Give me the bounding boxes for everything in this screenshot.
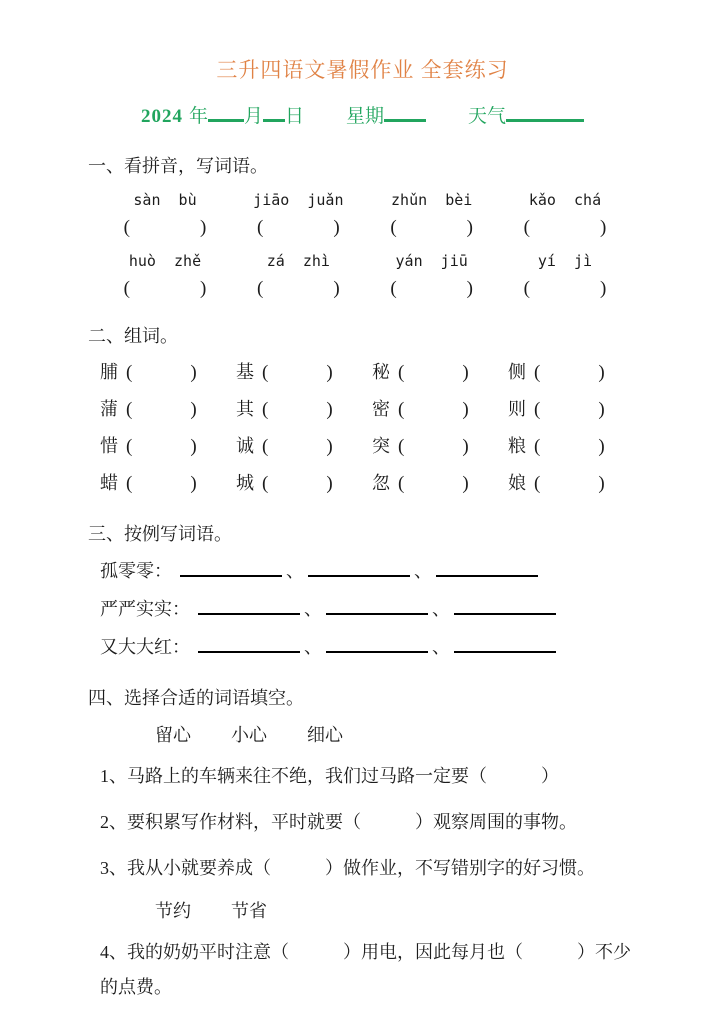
paren-open: ( xyxy=(398,473,405,494)
example-word-row xyxy=(100,596,725,622)
zuci-character: 诚 xyxy=(236,436,254,456)
paren-close: ) xyxy=(326,362,333,383)
paren-close: ) xyxy=(466,217,473,238)
zuci-cell xyxy=(372,397,484,422)
zuci-cell xyxy=(236,360,348,385)
paren-open: ( xyxy=(398,399,405,420)
paren-open: ( xyxy=(534,473,541,494)
paren-open: ( xyxy=(534,362,541,383)
pinyin-label: yán jiū xyxy=(395,252,468,270)
answer-paren-blank[interactable] xyxy=(262,435,333,459)
section-3-heading: 三、按例写词语。 xyxy=(88,524,232,544)
answer-paren-blank[interactable] xyxy=(100,278,230,300)
paren-open: ( xyxy=(390,217,397,238)
answer-paren-blank[interactable] xyxy=(500,278,630,300)
zuci-character: 基 xyxy=(236,362,254,382)
zuci-character: 侧 xyxy=(508,362,526,382)
paren-close: ) xyxy=(598,362,605,383)
word-bank-2 xyxy=(155,898,725,924)
zuci-row xyxy=(100,434,620,459)
zuci-character: 城 xyxy=(236,473,254,493)
word-bank-word: 节约 xyxy=(155,901,191,921)
example-word-label: 又大大红： xyxy=(100,637,190,657)
answer-underline-blank[interactable] xyxy=(198,639,300,653)
paren-close: ) xyxy=(333,217,340,238)
pinyin-row-1 xyxy=(100,191,630,209)
paren-open: ( xyxy=(534,399,541,420)
pinyin-label: sàn bù xyxy=(133,191,197,209)
list-separator: 、 xyxy=(286,561,304,581)
paren-open: ( xyxy=(257,217,264,238)
list-separator: 、 xyxy=(414,561,432,581)
answer-underline-blank[interactable] xyxy=(326,601,428,615)
example-word-row xyxy=(100,634,725,660)
zuci-cell xyxy=(508,360,620,385)
zuci-character: 突 xyxy=(372,436,390,456)
paren-close: ) xyxy=(190,399,197,420)
date-year: 2024 xyxy=(140,106,183,127)
paren-close: ) xyxy=(200,278,207,299)
example-word-label: 孤零零： xyxy=(100,561,172,581)
answer-paren-blank[interactable] xyxy=(367,217,497,239)
paren-close: ) xyxy=(333,278,340,299)
answer-underline-blank[interactable] xyxy=(326,639,428,653)
pinyin-label: zá zhì xyxy=(266,252,330,270)
date-year-label: 年 xyxy=(188,106,208,127)
zuci-character: 娘 xyxy=(508,473,526,493)
answer-underline-blank[interactable] xyxy=(436,563,538,577)
zuci-character: 密 xyxy=(372,399,390,419)
paren-open: ( xyxy=(262,362,269,383)
paren-close: ) xyxy=(462,362,469,383)
answer-paren-blank[interactable] xyxy=(534,361,605,385)
paren-close: ) xyxy=(598,436,605,457)
pinyin-label: zhǔn bèi xyxy=(391,191,473,209)
paren-open: ( xyxy=(262,436,269,457)
paren-open: ( xyxy=(126,362,133,383)
answer-underline-blank[interactable] xyxy=(454,639,556,653)
page-title: 三升四语文暑假作业 全套练习 xyxy=(216,58,509,82)
paren-open: ( xyxy=(123,217,130,238)
question-4: 4、我的奶奶平时注意（ ）用电，因此每月也（ ）不少的点费。 xyxy=(100,942,631,997)
list-separator: 、 xyxy=(432,599,450,619)
zuci-character: 蜡 xyxy=(100,473,118,493)
paren-close: ) xyxy=(466,278,473,299)
question-2: 2、要积累写作材料，平时就要（ ）观察周围的事物。 xyxy=(100,812,577,832)
paren-open: ( xyxy=(126,473,133,494)
date-week-blank[interactable] xyxy=(384,108,426,122)
date-year-blank[interactable] xyxy=(208,108,244,122)
paren-open: ( xyxy=(398,362,405,383)
word-bank-word: 节省 xyxy=(231,901,267,921)
example-word-label: 严严实实： xyxy=(100,599,190,619)
word-bank-word: 细心 xyxy=(307,725,343,745)
answer-paren-blank[interactable] xyxy=(233,278,363,300)
word-bank-word: 留心 xyxy=(155,725,191,745)
answer-paren-blank[interactable] xyxy=(534,472,605,496)
answer-paren-blank[interactable] xyxy=(262,361,333,385)
pinyin-label: huò zhě xyxy=(128,252,202,270)
answer-paren-blank[interactable] xyxy=(262,472,333,496)
paren-open: ( xyxy=(390,278,397,299)
zuci-cell xyxy=(100,360,212,385)
zuci-character: 粮 xyxy=(508,436,526,456)
answer-underline-blank[interactable] xyxy=(180,563,282,577)
answer-paren-blank[interactable] xyxy=(100,217,230,239)
paren-close: ) xyxy=(462,436,469,457)
paren-close: ) xyxy=(599,217,607,238)
answer-underline-blank[interactable] xyxy=(198,601,300,615)
zuci-cell xyxy=(100,434,212,459)
answer-paren-blank[interactable] xyxy=(126,472,197,496)
word-bank-word: 小心 xyxy=(231,725,267,745)
paren-open: ( xyxy=(523,278,530,299)
paren-close: ) xyxy=(190,362,197,383)
list-separator: 、 xyxy=(304,637,322,657)
zuci-cell xyxy=(508,434,620,459)
answer-paren-blank[interactable] xyxy=(534,435,605,459)
paren-close: ) xyxy=(462,473,469,494)
section-1-heading: 一、看拼音，写词语。 xyxy=(88,156,268,176)
paren-close: ) xyxy=(462,399,469,420)
pinyin-label: kǎo chá xyxy=(528,191,602,209)
zuci-character: 蒲 xyxy=(100,399,118,419)
example-word-row xyxy=(100,558,725,584)
pinyin-row-2 xyxy=(100,252,630,270)
answer-paren-blank[interactable] xyxy=(126,361,197,385)
answer-paren-blank[interactable] xyxy=(534,398,605,422)
answer-paren-blank[interactable] xyxy=(126,435,197,459)
date-month-label: 月 xyxy=(243,106,263,127)
list-separator: 、 xyxy=(432,637,450,657)
zuci-character: 则 xyxy=(508,399,526,419)
paren-open: ( xyxy=(523,217,530,238)
question-1: 1、马路上的车辆来往不绝，我们过马路一定要（ ） xyxy=(100,766,559,786)
zuci-cell xyxy=(236,434,348,459)
question-3: 3、我从小就要养成（ ）做作业，不写错别字的好习惯。 xyxy=(100,858,595,878)
date-line xyxy=(0,101,725,128)
answer-paren-blank[interactable] xyxy=(398,398,469,422)
date-month-blank[interactable] xyxy=(263,108,285,122)
paren-open: ( xyxy=(257,278,264,299)
date-day-label: 日 xyxy=(284,106,304,127)
list-separator: 、 xyxy=(304,599,322,619)
zuci-character: 忽 xyxy=(372,473,390,493)
paren-close: ) xyxy=(598,399,605,420)
zuci-cell xyxy=(236,397,348,422)
zuci-character: 脯 xyxy=(100,362,118,382)
answer-paren-row-1 xyxy=(100,217,630,239)
zuci-row xyxy=(100,397,620,422)
zuci-character: 其 xyxy=(236,399,254,419)
paren-open: ( xyxy=(262,473,269,494)
answer-paren-blank[interactable] xyxy=(398,361,469,385)
paren-close: ) xyxy=(190,436,197,457)
answer-paren-blank[interactable] xyxy=(233,217,363,239)
zuci-cell xyxy=(100,397,212,422)
zuci-cell xyxy=(372,471,484,496)
zuci-row xyxy=(100,360,620,385)
answer-paren-blank[interactable] xyxy=(398,435,469,459)
answer-paren-blank[interactable] xyxy=(367,278,497,300)
date-weather-blank[interactable] xyxy=(506,108,584,122)
paren-close: ) xyxy=(200,217,207,238)
paren-open: ( xyxy=(398,436,405,457)
answer-underline-blank[interactable] xyxy=(454,601,556,615)
pinyin-label: jiāo juǎn xyxy=(253,191,344,209)
paren-open: ( xyxy=(126,399,133,420)
zuci-cell xyxy=(236,471,348,496)
paren-open: ( xyxy=(534,436,541,457)
answer-paren-row-2 xyxy=(100,278,630,300)
zuci-cell xyxy=(508,397,620,422)
paren-close: ) xyxy=(598,473,605,494)
date-weather-label: 天气 xyxy=(468,106,507,127)
paren-close: ) xyxy=(326,399,333,420)
answer-paren-blank[interactable] xyxy=(126,398,197,422)
paren-close: ) xyxy=(599,278,607,299)
zuci-character: 秘 xyxy=(372,362,390,382)
answer-paren-blank[interactable] xyxy=(500,217,630,239)
paren-close: ) xyxy=(326,473,333,494)
paren-open: ( xyxy=(262,399,269,420)
zuci-cell xyxy=(372,434,484,459)
paren-close: ) xyxy=(326,436,333,457)
zuci-cell xyxy=(100,471,212,496)
section-4-heading: 四、选择合适的词语填空。 xyxy=(88,688,304,708)
zuci-row xyxy=(100,471,620,496)
answer-paren-blank[interactable] xyxy=(398,472,469,496)
section-2-heading: 二、组词。 xyxy=(88,326,178,346)
date-week-label: 星期 xyxy=(346,106,385,127)
zuci-character: 惜 xyxy=(100,436,118,456)
answer-paren-blank[interactable] xyxy=(262,398,333,422)
pinyin-label: yí jì xyxy=(537,252,593,270)
word-bank-1 xyxy=(155,722,725,748)
paren-open: ( xyxy=(126,436,133,457)
zuci-cell xyxy=(372,360,484,385)
paren-open: ( xyxy=(123,278,130,299)
paren-close: ) xyxy=(190,473,197,494)
zuci-cell xyxy=(508,471,620,496)
answer-underline-blank[interactable] xyxy=(308,563,410,577)
